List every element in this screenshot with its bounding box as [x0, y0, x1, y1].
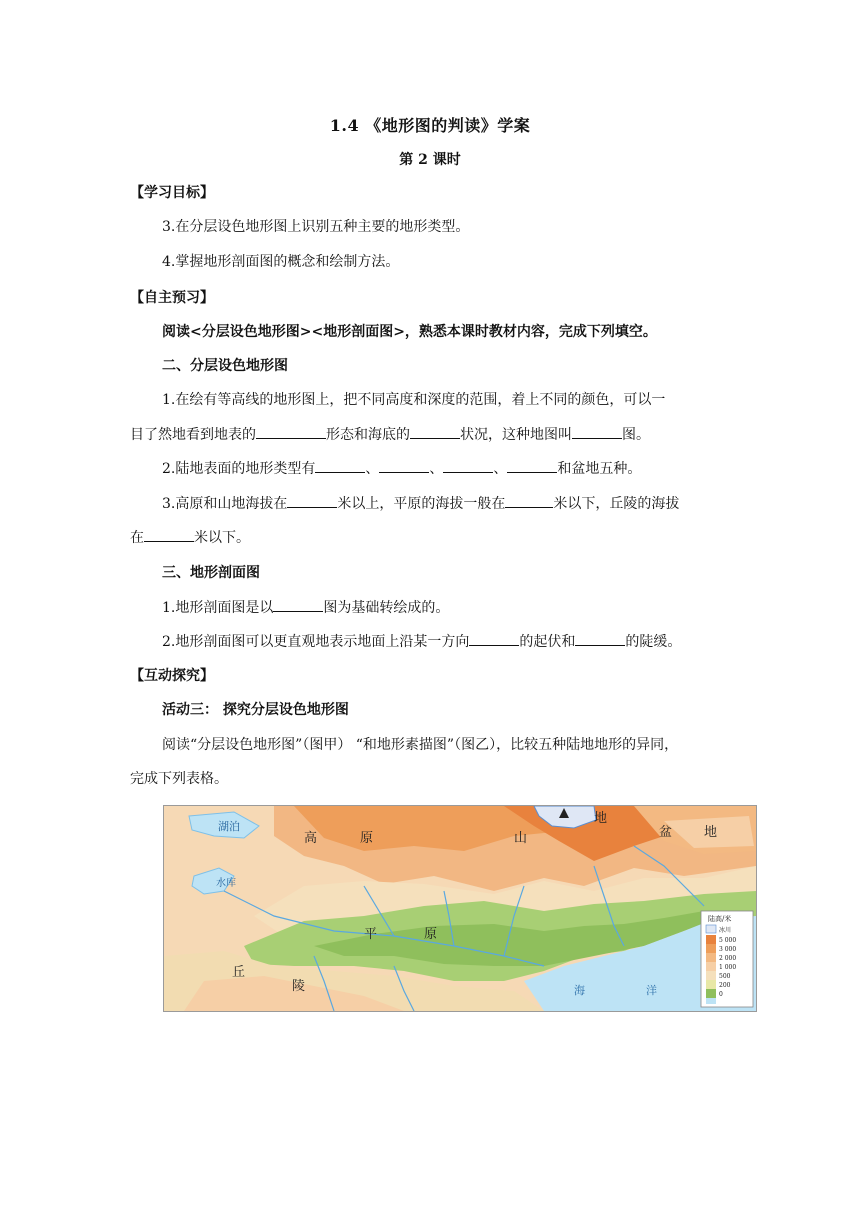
fill-blank[interactable] [287, 493, 337, 508]
lake-label: 湖泊 [218, 820, 240, 833]
fill-blank[interactable] [144, 527, 194, 542]
text: 、 [493, 461, 508, 477]
basin-label-2: 地 [704, 825, 718, 840]
fill-blank[interactable] [315, 458, 365, 473]
text: 米以下，丘陵的海拔 [553, 496, 680, 512]
layered-relief-map [163, 805, 757, 1012]
map-legend [701, 911, 753, 1007]
text: 在 [130, 530, 144, 546]
legend-swatch-sea [706, 998, 716, 1004]
paragraph-3-line-2 [130, 527, 740, 547]
plateau-label-1: 高 [304, 831, 318, 846]
legend-level: 200 [719, 982, 731, 989]
mountain-label-1: 山 [514, 831, 528, 846]
relief-map-svg [164, 806, 756, 1011]
legend-swatch-200 [706, 980, 716, 989]
text: 图为基础转绘成的。 [323, 600, 450, 616]
page-title: 1.4 《地形图的判读》学案 [329, 116, 531, 135]
fill-blank[interactable] [273, 597, 323, 612]
preview-instruction: 阅读<分层设色地形图><地形剖面图>，熟悉本课时教材内容，完成下列填空。 [162, 324, 657, 340]
legend-swatch-0 [706, 989, 716, 998]
profile-question-2 [162, 631, 740, 651]
paragraph-1-line-1: 1.在绘有等高线的地形图上，把不同高度和深度的范围，着上不同的颜色，可以一 [162, 392, 666, 408]
section-objectives: 【学习目标】 [130, 185, 214, 201]
text: 1.地形剖面图是以 [162, 600, 274, 616]
plateau-label-2: 原 [360, 831, 374, 846]
hill-label-1: 丘 [232, 965, 246, 980]
objective-3: 3.在分层设色地形图上识别五种主要的地形类型。 [162, 219, 470, 235]
fill-blank[interactable] [507, 458, 557, 473]
paragraph-3-line-1 [162, 493, 740, 513]
sea-label-2: 洋 [646, 984, 657, 997]
text: 目了然地看到地表的 [130, 427, 256, 443]
fill-blank[interactable] [379, 458, 429, 473]
text: 状况，这种地图叫 [460, 427, 572, 443]
text: 3.高原和山地海拔在 [162, 496, 288, 512]
legend-glacier: 冰川 [719, 927, 732, 934]
text: 的陡缓。 [625, 634, 682, 650]
legend-swatch-5000 [706, 935, 716, 944]
objective-4: 4.掌握地形剖面图的概念和绘制方法。 [162, 254, 400, 270]
plain-label-1: 平 [364, 927, 378, 942]
paragraph-2 [162, 458, 740, 478]
basin-label-1: 盆 [659, 825, 673, 840]
fill-blank[interactable] [469, 631, 519, 646]
legend-swatch-2000 [706, 953, 716, 962]
profile-question-1 [162, 597, 740, 617]
legend-level: 3 000 [719, 946, 737, 953]
reading-instruction-line-1: 阅读“分层设色地形图”（图甲） “和地形素描图”（图乙），比较五种陆地地形的异同， [162, 737, 679, 753]
mountain-label-2: 地 [594, 811, 608, 826]
fill-blank[interactable] [575, 631, 625, 646]
legend-level: 2 000 [719, 955, 737, 962]
text: 、 [429, 461, 444, 477]
plain-label-2: 原 [424, 927, 438, 942]
text: 米以下。 [194, 530, 250, 546]
legend-swatch-glacier [706, 925, 716, 933]
heading-profile: 三、地形剖面图 [162, 565, 260, 581]
legend-level: 0 [719, 991, 723, 998]
text: 形态和海底的 [326, 427, 410, 443]
heading-layered-map: 二、分层设色地形图 [162, 358, 288, 374]
legend-level: 5 000 [719, 937, 737, 944]
text: 的起伏和 [519, 634, 576, 650]
text: 图。 [622, 427, 650, 443]
legend-title: 陆高/米 [708, 915, 732, 923]
fill-blank[interactable] [443, 458, 493, 473]
section-preview: 【自主预习】 [130, 290, 214, 306]
legend-swatch-1000 [706, 962, 716, 971]
text: 和盆地五种。 [557, 461, 642, 477]
section-explore: 【互动探究】 [130, 668, 214, 684]
reservoir-label: 水库 [216, 878, 236, 889]
hill-label-2: 陵 [292, 979, 306, 994]
legend-swatch-3000 [706, 944, 716, 953]
fill-blank[interactable] [256, 424, 326, 439]
reading-instruction-line-2: 完成下列表格。 [130, 771, 228, 787]
lesson-number: 第 2 课时 [399, 152, 461, 168]
paragraph-1-line-2 [130, 424, 740, 444]
text: 米以上，平原的海拔一般在 [337, 496, 506, 512]
legend-swatch-500 [706, 971, 716, 980]
fill-blank[interactable] [505, 493, 553, 508]
text: 、 [365, 461, 380, 477]
text: 2.陆地表面的地形类型有 [162, 461, 316, 477]
legend-level: 500 [719, 973, 731, 980]
sea-label-1: 海 [574, 984, 585, 997]
text: 2.地形剖面图可以更直观地表示地面上沿某一方向 [162, 634, 470, 650]
legend-level: 1 000 [719, 964, 737, 971]
fill-blank[interactable] [410, 424, 460, 439]
fill-blank[interactable] [572, 424, 622, 439]
activity-title: 活动三： 探究分层设色地形图 [162, 702, 349, 718]
